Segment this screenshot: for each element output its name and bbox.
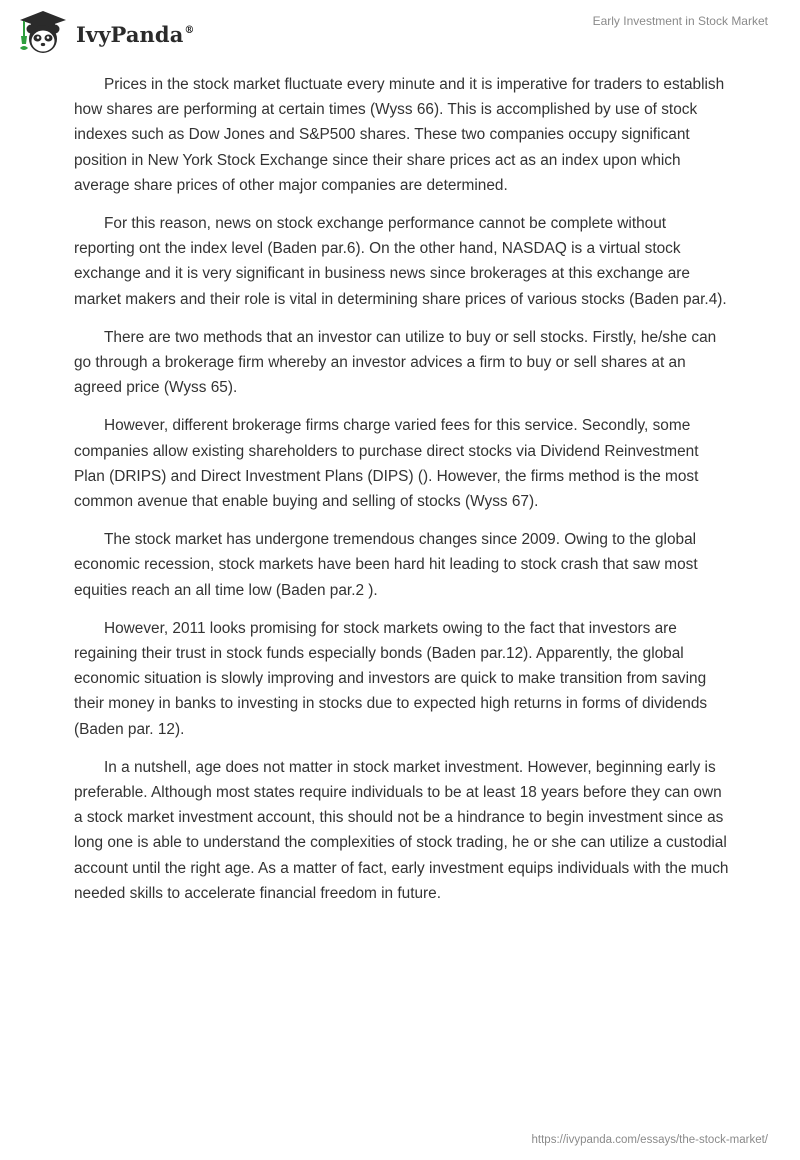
paragraph: Prices in the stock market fluctuate every minute and it is imperative for traders to establish how shares are performing at certain times (Wyss 66). This is accomplished by use of stock indexes such as Dow Jones and S&P500 shares. These two companies occupy significant position in New York Stock Exchange since their share prices act as an index upon which average share prices of other major companies are determined. <box>74 76 725 194</box>
logo-wordmark: IvyPanda® <box>76 21 195 47</box>
panda-graduate-icon <box>14 8 72 56</box>
paragraph: There are two methods that an investor can utilize to buy or sell stocks. Firstly, he/she can go through a brokerage firm whereby an investor advices a firm to buy or sell shares at an agreed price (Wyss 65). <box>74 328 717 397</box>
paragraph: The stock market has undergone tremendous changes since 2009. Owing to the global economic recession, stock markets have been hard hit leading to stock crash that saw most equities reach an all time low (Baden par.2 ). <box>74 531 698 599</box>
source-url-link[interactable]: https://ivypanda.com/essays/the-stock-market/ <box>531 1134 768 1146</box>
ivypanda-logo[interactable] <box>14 8 195 56</box>
paragraph: However, different brokerage firms charge varied fees for this service. Secondly, some companies allow existing shareholders to purchase direct stocks via Dividend Reinvestment Plan (DRIPS) and Direct Investment Plans (DIPS) (). However, the firms method is the most common avenue that enable buying and selling of stocks (Wyss 67). <box>74 417 699 511</box>
document-title: Early Investment in Stock Market <box>592 14 768 28</box>
paragraph: For this reason, news on stock exchange performance cannot be complete without reporting ont the index level (Baden par.6). On the other hand, NASDAQ is a virtual stock exchange and it is very significant in business news since brokerages at this exchange are market makers and their role is vital in determining share prices of various stocks (Baden par.4). <box>74 215 727 308</box>
essay-body <box>74 72 730 919</box>
page-header <box>0 0 800 60</box>
paragraph: However, 2011 looks promising for stock markets owing to the fact that investors are regaining their trust in stock funds especially bonds (Baden par.12). Apparently, the global economic situation is slowly improving and investors are quick to make transition from saving their money in banks to investing in stocks due to expected high returns in forms of dividends (Baden par. 12). <box>74 619 708 738</box>
paragraph: In a nutshell, age does not matter in stock market investment. However, beginning early is preferable. Although most states require individuals to be at least 18 years before they can own a stock market investment account, this should not be a hindrance to begin investment since as long one is able to understand the complexities of stock trading, he or she can utilize a custodial account until the right age. As a matter of fact, early investment equips individuals with the much needed skills to accelerate financial freedom in future. <box>74 758 729 902</box>
